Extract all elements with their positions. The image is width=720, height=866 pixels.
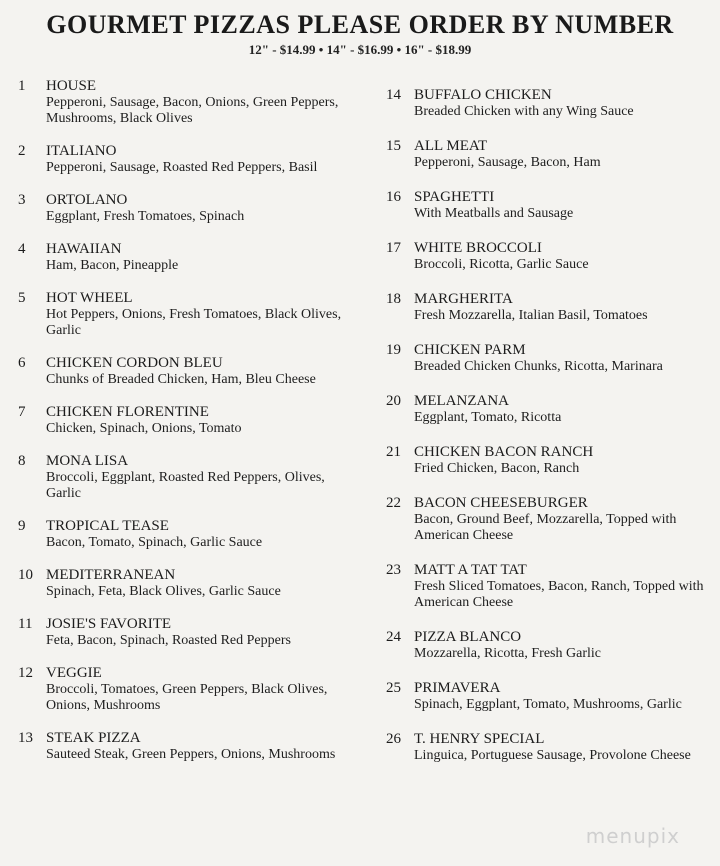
item-body [46, 290, 358, 339]
item-body [414, 138, 716, 171]
menu-item [18, 143, 358, 176]
item-number: 12 [18, 665, 33, 681]
item-name: SPAGHETTI [414, 189, 495, 205]
item-description: Bacon, Tomato, Spinach, Garlic Sauce [46, 535, 263, 550]
item-body [46, 143, 358, 176]
item-number: 4 [18, 241, 26, 257]
item-number: 13 [18, 730, 33, 746]
item-number: 14 [386, 87, 401, 103]
item-number: 15 [386, 138, 401, 154]
item-body [414, 87, 716, 120]
item-number: 20 [386, 393, 401, 409]
item-number: 7 [18, 404, 26, 420]
item-description: Breaded Chicken Chunks, Ricotta, Marinara [414, 359, 663, 374]
item-body [46, 616, 358, 649]
item-name: VEGGIE [46, 665, 102, 681]
page-title: GOURMET PIZZAS PLEASE ORDER BY NUMBER [46, 10, 674, 39]
item-number: 18 [386, 291, 401, 307]
menu-item [386, 680, 716, 713]
menu-item [386, 138, 716, 171]
menu-item [386, 342, 716, 375]
menu-item [18, 355, 358, 388]
menu-item [386, 87, 716, 120]
menu-item [386, 629, 716, 662]
item-name: MARGHERITA [414, 291, 513, 307]
item-description: Fresh Mozzarella, Italian Basil, Tomatoes [414, 308, 648, 323]
item-description: Hot Peppers, Onions, Fresh Tomatoes, Black Olives, Garlic [46, 307, 342, 338]
item-name: MATT A TAT TAT [414, 562, 527, 578]
item-body [414, 342, 716, 375]
item-number: 26 [386, 731, 401, 747]
menu-item [386, 291, 716, 324]
item-description: Eggplant, Fresh Tomatoes, Spinach [46, 209, 245, 224]
item-number: 16 [386, 189, 401, 205]
item-description: Fried Chicken, Bacon, Ranch [414, 461, 580, 476]
item-number: 2 [18, 143, 26, 159]
left-column [18, 78, 358, 763]
menu-item [386, 189, 716, 222]
menu-item [18, 192, 358, 225]
item-name: STEAK PIZZA [46, 730, 141, 746]
item-number: 9 [18, 518, 26, 534]
item-body [414, 495, 716, 544]
item-description: Chicken, Spinach, Onions, Tomato [46, 421, 242, 436]
item-name: HOUSE [46, 78, 97, 94]
item-number: 11 [18, 616, 33, 632]
item-body [46, 730, 358, 763]
item-description: Ham, Bacon, Pineapple [46, 258, 179, 273]
menu-item [386, 495, 716, 544]
menu-item [386, 731, 716, 764]
item-description: With Meatballs and Sausage [414, 206, 574, 221]
item-body [46, 518, 358, 551]
item-body [414, 680, 716, 713]
menu-item [18, 616, 358, 649]
item-body [414, 731, 716, 764]
item-body [46, 404, 358, 437]
item-number: 24 [386, 629, 401, 645]
item-description: Chunks of Breaded Chicken, Ham, Bleu Cheese [46, 372, 316, 387]
item-name: TROPICAL TEASE [46, 518, 169, 534]
item-name: ORTOLANO [46, 192, 128, 208]
item-number: 10 [18, 567, 33, 583]
item-number: 3 [18, 192, 26, 208]
menu-item [386, 240, 716, 273]
menu-item [18, 404, 358, 437]
menu-item [18, 730, 358, 763]
menu-item [386, 393, 716, 426]
item-description: Broccoli, Eggplant, Roasted Red Peppers, Olives, Garlic [46, 470, 325, 501]
menu-item [18, 567, 358, 600]
item-number: 1 [18, 78, 26, 94]
item-name: JOSIE'S FAVORITE [46, 616, 172, 632]
item-description: Pepperoni, Sausage, Bacon, Onions, Green Peppers, Mushrooms, Black Olives [46, 95, 339, 126]
item-description: Bacon, Ground Beef, Mozzarella, Topped with American Cheese [414, 512, 677, 543]
item-description: Pepperoni, Sausage, Roasted Red Peppers, Basil [46, 160, 318, 175]
watermark-logo: menupix [585, 824, 680, 848]
item-name: CHICKEN CORDON BLEU [46, 355, 223, 371]
item-description: Sauteed Steak, Green Peppers, Onions, Mushrooms [46, 747, 336, 762]
menu-item [18, 241, 358, 274]
menu-item [18, 453, 358, 502]
item-number: 25 [386, 680, 401, 696]
item-number: 19 [386, 342, 401, 358]
menu-item [18, 665, 358, 714]
menu-item [386, 562, 716, 611]
item-description: Spinach, Eggplant, Tomato, Mushrooms, Garlic [414, 697, 682, 712]
menu-item [18, 518, 358, 551]
item-body [414, 189, 716, 222]
item-name: CHICKEN PARM [414, 342, 526, 358]
item-name: HOT WHEEL [46, 290, 133, 306]
item-description: Breaded Chicken with any Wing Sauce [414, 104, 634, 119]
item-body [414, 393, 716, 426]
menu-item [18, 290, 358, 339]
right-column [386, 87, 716, 764]
item-body [46, 78, 358, 127]
item-description: Mozzarella, Ricotta, Fresh Garlic [414, 646, 601, 661]
item-name: ITALIANO [46, 143, 117, 159]
item-body [414, 629, 716, 662]
item-body [414, 291, 716, 324]
item-description: Spinach, Feta, Black Olives, Garlic Sauce [46, 584, 281, 599]
item-description: Fresh Sliced Tomatoes, Bacon, Ranch, Topped with American Cheese [414, 579, 704, 610]
item-name: BUFFALO CHICKEN [414, 87, 552, 103]
item-name: WHITE BROCCOLI [414, 240, 542, 256]
item-body [46, 665, 358, 714]
item-name: HAWAIIAN [46, 241, 122, 257]
item-description: Broccoli, Tomatoes, Green Peppers, Black Olives, Onions, Mushrooms [46, 682, 328, 713]
item-name: MEDITERRANEAN [46, 567, 176, 583]
item-name: MONA LISA [46, 453, 129, 469]
item-body [46, 567, 358, 600]
item-description: Linguica, Portuguese Sausage, Provolone Cheese [414, 748, 691, 763]
item-body [46, 355, 358, 388]
item-number: 22 [386, 495, 401, 511]
item-description: Eggplant, Tomato, Ricotta [414, 410, 562, 425]
item-body [46, 192, 358, 225]
item-body [414, 240, 716, 273]
item-name: PIZZA BLANCO [414, 629, 522, 645]
price-sizes: 12" - $14.99 • 14" - $16.99 • 16" - $18.99 [248, 42, 472, 57]
item-name: BACON CHEESEBURGER [414, 495, 588, 511]
item-name: ALL MEAT [414, 138, 488, 154]
item-number: 5 [18, 290, 26, 306]
item-number: 23 [386, 562, 401, 578]
item-number: 17 [386, 240, 401, 256]
item-number: 21 [386, 444, 401, 460]
item-description: Feta, Bacon, Spinach, Roasted Red Peppers [46, 633, 291, 648]
item-name: PRIMAVERA [414, 680, 501, 696]
item-body [46, 241, 358, 274]
item-number: 8 [18, 453, 26, 469]
item-name: CHICKEN BACON RANCH [414, 444, 594, 460]
item-body [414, 562, 716, 611]
item-body [414, 444, 716, 477]
item-name: T. HENRY SPECIAL [414, 731, 545, 747]
item-number: 6 [18, 355, 26, 371]
item-description: Pepperoni, Sausage, Bacon, Ham [414, 155, 601, 170]
item-body [46, 453, 358, 502]
item-description: Broccoli, Ricotta, Garlic Sauce [414, 257, 589, 272]
item-name: CHICKEN FLORENTINE [46, 404, 209, 420]
menu-item [18, 78, 358, 127]
menu-item [386, 444, 716, 477]
item-name: MELANZANA [414, 393, 509, 409]
